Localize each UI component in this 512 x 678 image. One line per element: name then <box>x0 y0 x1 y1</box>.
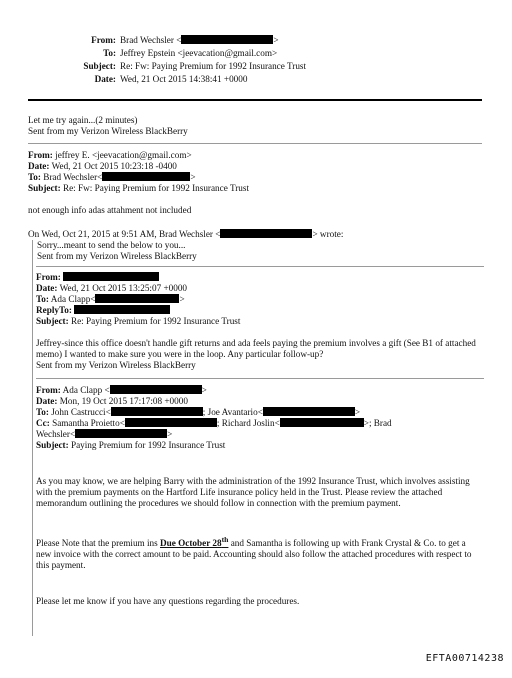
message-quote-3 <box>28 229 488 262</box>
redaction-bar <box>74 305 170 314</box>
top-email-header <box>26 34 306 86</box>
header-from-label: From: <box>91 35 116 45</box>
msg5-subject-label: Subject: <box>36 440 69 450</box>
redaction-bar <box>125 418 217 427</box>
msg5-para2 <box>36 534 481 571</box>
message-quote-4: From: Date: Wed, 21 Oct 2015 13:25:07 +0000 To: Ada Clapp< > ReplyTo: Subject: Re: Paying Premium for 1992 Insurance Trust Jeffrey-since this office doesn't handle gift returns and ada feels paying the premium involves a gift (See B1 of attached memo) I wanted to make sure you were in the loop. Any particular follow-up? Sent from my Verizon Wireless BlackBerry <box>36 272 484 371</box>
msg2-to-value: Brad Wechsler< <box>43 172 103 182</box>
msg5-cc-end: ; Brad <box>368 418 392 428</box>
redaction-bar <box>110 385 202 394</box>
msg3-signature: Sent from my Verizon Wireless BlackBerry <box>37 251 197 261</box>
redaction-bar <box>75 429 167 438</box>
header-to-row <box>26 47 306 60</box>
msg4-date-label: Date: <box>36 283 58 293</box>
msg5-subject-value: Paying Premium for 1992 Insurance Trust <box>70 440 226 450</box>
msg2-from-value: jeffrey E. <jeevacation@gmail.com> <box>55 150 192 160</box>
msg3-line1: Sorry...meant to send the below to you... <box>37 240 186 250</box>
message-reply-2: From: jeffrey E. <jeevacation@gmail.com> Date: Wed, 21 Oct 2015 10:23:18 -0400 To: Brad Wechsler< > Subject: Re: Fw: Paying Premium for 1992 Insurance Trust not enough info adas attahment not included <box>28 150 488 216</box>
redaction-bar <box>263 407 355 416</box>
msg5-para2-due: Due October 28 <box>160 538 222 549</box>
msg4-to-label: To: <box>36 294 49 304</box>
redaction-bar <box>181 35 273 44</box>
redaction-bar <box>102 172 190 181</box>
message-quote-5: From: Ada Clapp < > Date: Mon, 19 Oct 2015 17:17:08 +0000 To: John Castrucci< ; Joe Avantario< > Cc: Samantha Proietto< ; Richard Joslin< >; Brad Wechsler< > Subject: Paying Premium for 1992 Insurance Trust <box>36 385 392 450</box>
msg5-para2-b: and Samantha is following up with Frank Crystal & Co. to get a new invoice with the correct amount to be paid. Accounting should also follow the attached procedures with respect to this payment. <box>36 538 472 571</box>
header-from-value: Brad Wechsler < <box>120 35 182 45</box>
msg3-wrote-prefix: On Wed, Oct 21, 2015 at 9:51 AM, Brad Wechsler < <box>28 229 221 239</box>
msg2-date-label: Date: <box>28 161 50 171</box>
msg2-subject-label: Subject: <box>28 183 61 193</box>
quote-divider <box>28 143 482 144</box>
redaction-bar <box>111 407 203 416</box>
msg5-cc-mid: ; Richard Joslin< <box>216 418 280 428</box>
msg4-signature: Sent from my Verizon Wireless BlackBerry <box>36 360 196 370</box>
msg1-line1: Let me try again...(2 minutes) <box>28 115 138 125</box>
quote-divider <box>36 266 484 267</box>
msg5-to-label: To: <box>36 407 49 417</box>
msg5-to-value: John Castrucci< <box>51 407 111 417</box>
header-subject-value: Re: Fw: Paying Premium for 1992 Insurance Trust <box>120 61 307 71</box>
quote-bar <box>32 240 33 636</box>
redaction-bar <box>63 272 159 281</box>
redaction-bar <box>220 229 312 238</box>
header-date-row <box>26 73 306 86</box>
header-from-row: From: Brad Wechsler < > <box>26 34 306 47</box>
msg2-to-label: To: <box>28 172 41 182</box>
msg4-replyto-label: ReplyTo: <box>36 305 72 315</box>
msg5-para2-sup: th <box>221 535 229 544</box>
msg3-wrote-suffix: > wrote: <box>312 229 344 239</box>
msg5-date-label: Date: <box>36 396 58 406</box>
msg5-cc-value: Samantha Proietto< <box>52 418 125 428</box>
msg4-body: Jeffrey-since this office doesn't handle gift returns and ada feels paying the premium involves a gift (See B1 of attached memo) I wanted to make sure you were in the loop. Any particular follow-up? <box>36 338 476 359</box>
message-reply-1 <box>28 115 488 137</box>
msg5-cc-line2: Wechsler< <box>36 429 76 439</box>
msg4-subject-value: Re: Paying Premium for 1992 Insurance Trust <box>70 316 241 326</box>
msg5-para1: As you may know, we are helping Barry with the administration of the 1992 Insurance Trust, which involves assisting with the premium payments on the Hartford Life insurance policy held in the Trust. Please review the attached memorandum outlining the procedures we should follow in connection with the premium payment. <box>36 476 470 508</box>
header-subject-label: Subject: <box>83 61 116 71</box>
msg5-date-value: Mon, 19 Oct 2015 17:17:08 +0000 <box>59 396 188 406</box>
msg2-subject-value: Re: Fw: Paying Premium for 1992 Insurance Trust <box>62 183 250 193</box>
msg5-para3: Please let me know if you have any questions regarding the procedures. <box>36 596 300 607</box>
msg5-para2-a: Please Note that the premium ins <box>36 538 161 549</box>
msg5-from-label: From: <box>36 385 61 395</box>
quote-divider <box>36 378 484 379</box>
msg2-from-label: From: <box>28 150 53 160</box>
msg5-cc-label: Cc: <box>36 418 50 428</box>
redaction-bar <box>280 418 364 427</box>
msg2-date-value: Wed, 21 Oct 2015 10:23:18 -0400 <box>51 161 177 171</box>
msg5-to-mid: ; Joe Avantario< <box>202 407 263 417</box>
msg2-body: not enough info adas attahment not included <box>28 205 192 215</box>
redaction-bar <box>95 294 179 303</box>
document-id: EFTA00714238 <box>425 653 504 664</box>
msg4-date-value: Wed, 21 Oct 2015 13:25:07 +0000 <box>59 283 188 293</box>
msg4-to-value: Ada Clapp< <box>50 294 96 304</box>
msg1-signature: Sent from my Verizon Wireless BlackBerry <box>28 126 188 136</box>
msg4-from-label: From: <box>36 272 61 282</box>
msg4-subject-label: Subject: <box>36 316 69 326</box>
header-date-value: Wed, 21 Oct 2015 14:38:41 +0000 <box>120 74 248 84</box>
due-date-emphasis <box>160 535 229 549</box>
msg5-body <box>36 476 484 607</box>
header-to-label: To: <box>103 48 116 58</box>
header-date-label: Date: <box>94 74 116 84</box>
header-subject-row <box>26 60 306 73</box>
msg5-from-value: Ada Clapp < <box>62 385 110 395</box>
header-divider <box>28 99 482 101</box>
header-to-value: Jeffrey Epstein <jeevacation@gmail.com> <box>120 48 278 58</box>
